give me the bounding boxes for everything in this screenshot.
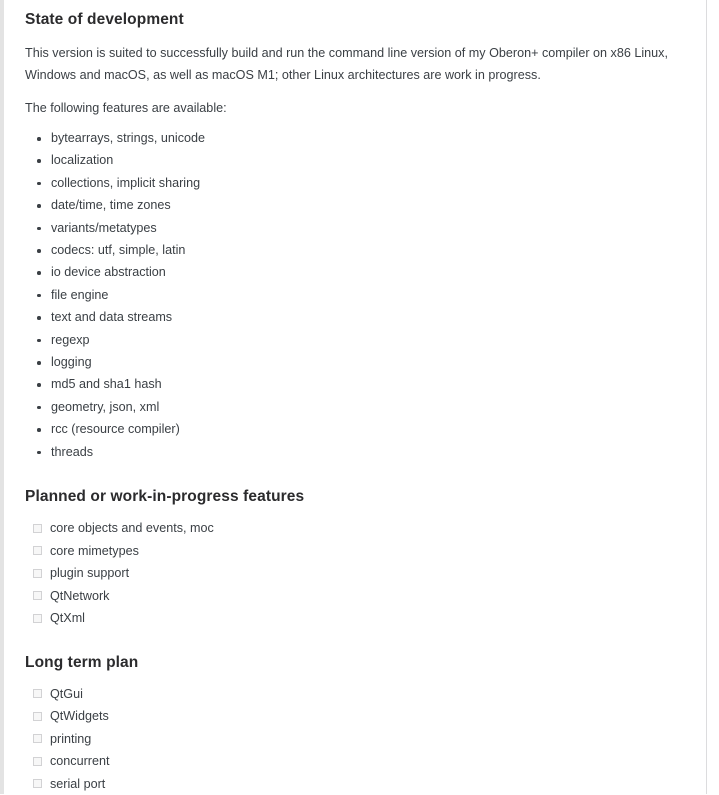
features-lead-in: The following features are available:: [25, 101, 227, 115]
checklist-item[interactable]: [25, 540, 682, 563]
checklist-item[interactable]: [25, 728, 682, 751]
list-item: rcc (resource compiler): [25, 418, 682, 440]
list-item: variants/metatypes: [25, 217, 682, 239]
long-term-plan-checklist: [25, 673, 682, 795]
checklist-item[interactable]: [25, 585, 682, 608]
checklist-item[interactable]: [25, 773, 682, 795]
checklist-item-label: printing: [50, 731, 92, 746]
checkbox-unchecked-icon[interactable]: [33, 546, 42, 555]
checkbox-unchecked-icon[interactable]: [33, 524, 42, 533]
list-item: codecs: utf, simple, latin: [25, 239, 682, 261]
checkbox-unchecked-icon[interactable]: [33, 757, 42, 766]
list-item: collections, implicit sharing: [25, 172, 682, 194]
list-item: text and data streams: [25, 306, 682, 328]
checklist-item-label: QtGui: [50, 686, 83, 701]
page-right-rule: [706, 0, 707, 794]
list-item: io device abstraction: [25, 261, 682, 283]
planned-features-heading: Planned or work-in-progress features: [25, 488, 305, 506]
checkbox-unchecked-icon[interactable]: [33, 591, 42, 600]
checkbox-unchecked-icon[interactable]: [33, 734, 42, 743]
checklist-item[interactable]: [25, 750, 682, 773]
checklist-item-label: QtWidgets: [50, 709, 109, 724]
checkbox-unchecked-icon[interactable]: [33, 779, 42, 788]
checkbox-unchecked-icon[interactable]: [33, 614, 42, 623]
long-term-plan-heading: Long term plan: [25, 653, 139, 671]
list-item: geometry, json, xml: [25, 396, 682, 418]
list-item: date/time, time zones: [25, 194, 682, 216]
checklist-item[interactable]: [25, 705, 682, 728]
list-item: bytearrays, strings, unicode: [25, 127, 682, 149]
available-features-list: [25, 118, 682, 463]
checklist-item[interactable]: [25, 562, 682, 585]
checklist-item[interactable]: [25, 683, 682, 706]
list-item: regexp: [25, 329, 682, 351]
list-item: file engine: [25, 284, 682, 306]
checklist-item-label: concurrent: [50, 754, 110, 769]
checklist-item[interactable]: [25, 607, 682, 630]
page-title: State of development: [25, 11, 184, 28]
checklist-item-label: QtXml: [50, 611, 85, 626]
list-item: localization: [25, 149, 682, 171]
checklist-item-label: QtNetwork: [50, 588, 110, 603]
checkbox-unchecked-icon[interactable]: [33, 569, 42, 578]
checklist-item-label: plugin support: [50, 566, 130, 581]
checkbox-unchecked-icon[interactable]: [33, 689, 42, 698]
list-item: md5 and sha1 hash: [25, 373, 682, 395]
checkbox-unchecked-icon[interactable]: [33, 712, 42, 721]
list-item: threads: [25, 441, 682, 463]
checklist-item-label: core objects and events, moc: [50, 521, 214, 536]
intro-paragraph: This version is suited to successfully build and run the command line version of my Oberon+ compiler on x86 Linux, Windows and macOS, as well as macOS M1; other Linux architectures are work in progress.: [25, 46, 668, 82]
checklist-item[interactable]: [25, 517, 682, 540]
checklist-item-label: serial port: [50, 776, 106, 791]
checklist-item-label: core mimetypes: [50, 543, 139, 558]
list-item: logging: [25, 351, 682, 373]
planned-features-checklist: [25, 507, 682, 630]
